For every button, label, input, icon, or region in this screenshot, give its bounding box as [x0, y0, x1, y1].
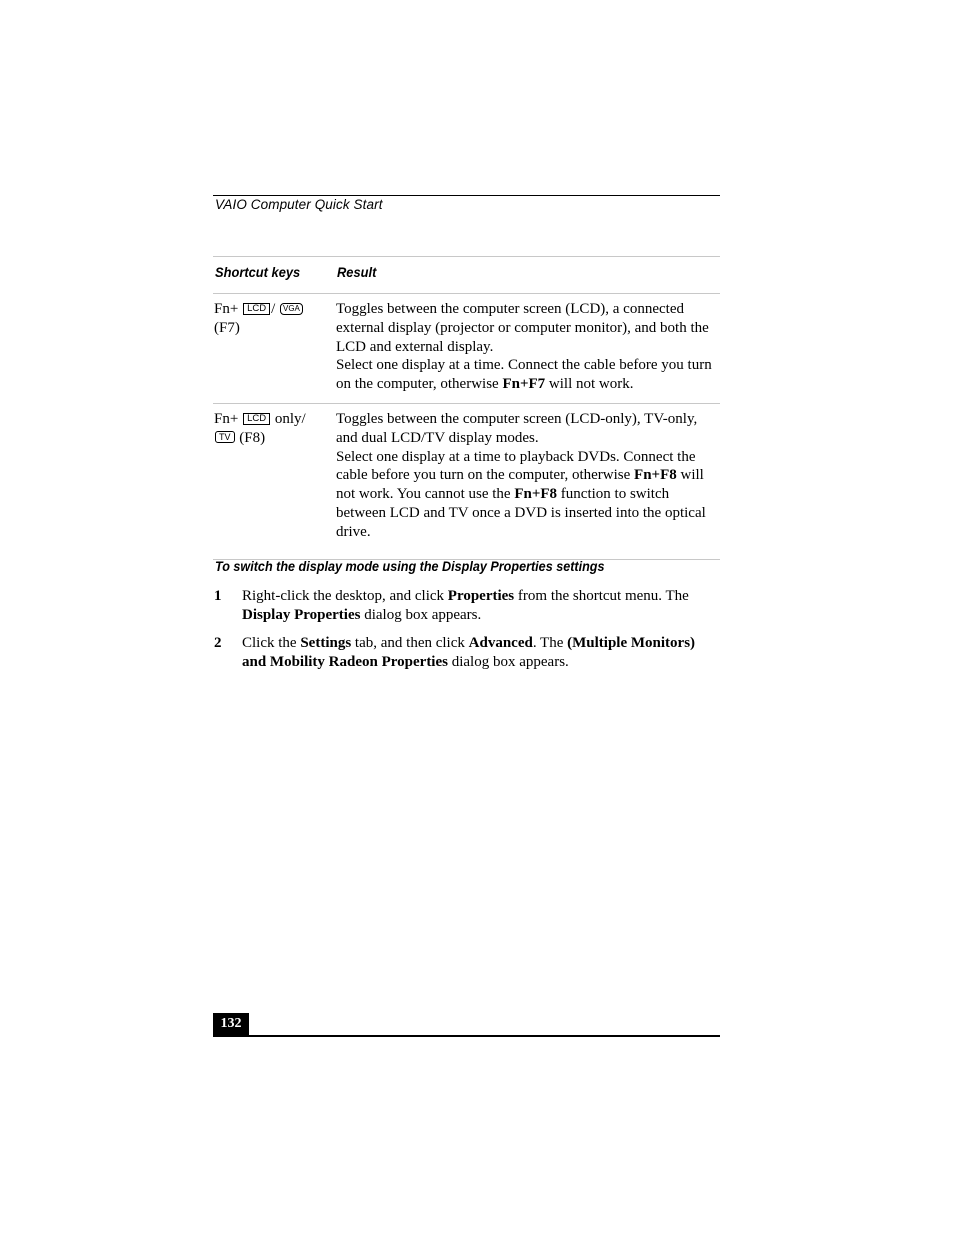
shortcut-key-cell	[214, 410, 324, 448]
page-number: 132	[213, 1013, 249, 1037]
footer-rule	[213, 1035, 720, 1037]
col-header-result: Result	[337, 264, 377, 280]
header-rule	[213, 195, 720, 196]
fn-key-label: Fn+	[214, 301, 239, 317]
step-text: Click the Settings tab, and then click Advanced. The (Multiple Monitors) and Mobility Radeon Properties dialog box appears.	[242, 635, 696, 670]
col-header-shortcut-keys: Shortcut keys	[215, 264, 301, 280]
running-title: VAIO Computer Quick Start	[215, 197, 383, 212]
table-row	[213, 294, 720, 403]
result-note: Select one display at a time to playback DVDs. Connect the cable before you turn on the computer, otherwise Fn+F8 will not work. You cannot use the Fn+F8 function to switch between LCD and TV once a DVD is inserted into the optical drive.	[336, 448, 706, 540]
fn-key-label: Fn+	[214, 411, 239, 427]
procedure-title: To switch the display mode using the Display Properties settings	[215, 558, 605, 574]
step-number: 1	[214, 588, 222, 604]
step-text: Right-click the desktop, and click Properties from the shortcut menu. The Display Properties dialog box appears.	[242, 588, 689, 623]
vga-monitor-icon: VGA	[280, 303, 303, 315]
shortcut-table	[213, 256, 720, 560]
result-cell	[336, 300, 720, 394]
function-key-label: (F7)	[214, 320, 240, 336]
key-separator: only/	[274, 411, 306, 427]
lcd-key-badge: LCD	[243, 303, 270, 315]
result-note: Select one display at a time. Connect the cable before you turn on the computer, otherwise Fn+F7 will not work.	[336, 357, 712, 393]
function-key-label: (F8)	[239, 430, 266, 446]
result-description: Toggles between the computer screen (LCD-only), TV-only, and dual LCD/TV display modes.	[336, 411, 698, 446]
key-separator: /	[271, 301, 276, 317]
table-row	[213, 404, 720, 559]
result-description: Toggles between the computer screen (LCD), a connected external display (projector or computer monitor), and both the LCD and external display.	[336, 301, 709, 355]
result-cell	[336, 410, 720, 542]
step-number: 2	[214, 635, 222, 651]
tv-icon: TV	[215, 431, 235, 443]
shortcut-key-cell	[214, 300, 324, 338]
lcd-key-badge: LCD	[243, 413, 270, 425]
table-header-row	[213, 257, 720, 293]
list-item	[213, 634, 720, 672]
procedure-steps	[213, 587, 720, 681]
list-item	[213, 587, 720, 625]
